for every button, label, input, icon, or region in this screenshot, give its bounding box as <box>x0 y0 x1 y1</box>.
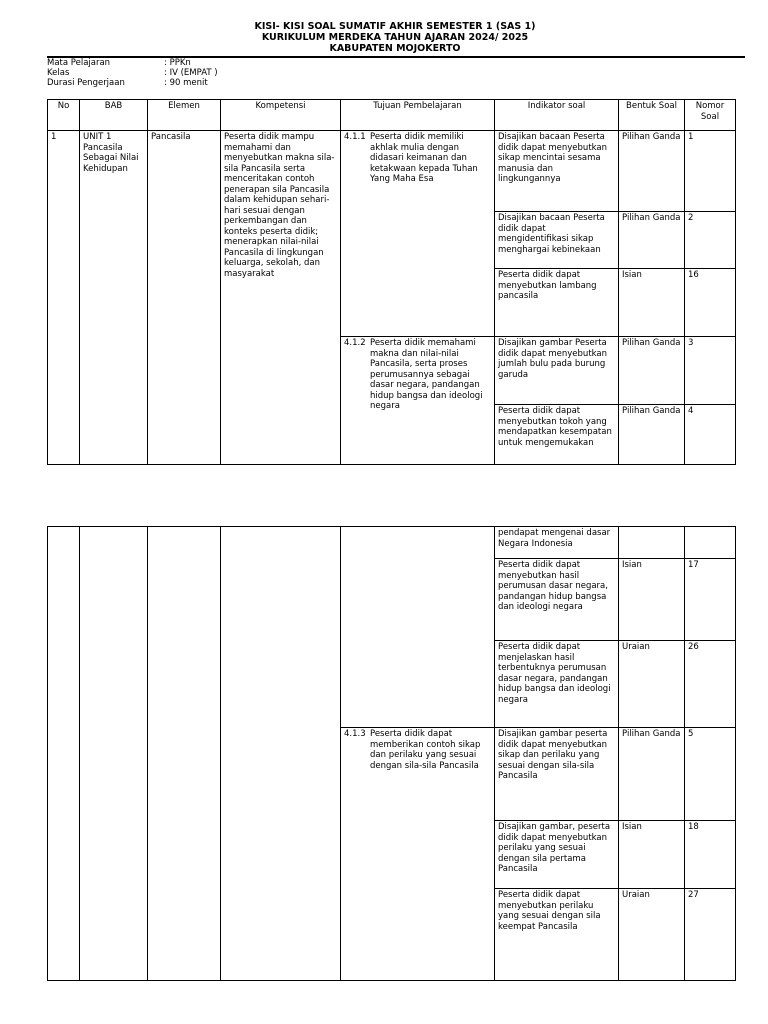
cell-nomor: 16 <box>685 269 736 337</box>
cell-nomor: 18 <box>685 821 736 889</box>
table-row <box>48 131 736 212</box>
cell-bentuk: Pilihan Ganda <box>619 337 685 405</box>
title-line-3: KABUPATEN MOJOKERTO <box>329 43 461 54</box>
cell-bentuk: Pilihan Ganda <box>619 728 685 821</box>
cell-indikator: Peserta didik dapat menyebutkan perilaku yang sesuai dengan sila keempat Pancasila <box>495 889 619 981</box>
cell-indikator: Disajikan gambar, peserta didik dapat menyebutkan perilaku yang sesuai dengan sila pertama Pancasila <box>495 821 619 889</box>
meta-value: : IV (EMPAT ) <box>164 68 218 78</box>
meta-label: Kelas <box>47 68 70 78</box>
cell-elemen <box>148 527 221 981</box>
cell-nomor: 1 <box>685 131 736 212</box>
meta-row-duration <box>47 78 218 88</box>
cell-indikator: pendapat mengenai dasar Negara Indonesia <box>495 527 619 559</box>
col-header-kompetensi: Kompetensi <box>221 100 341 131</box>
kisi-table-page-1 <box>47 99 736 465</box>
cell-no: 1 <box>48 131 80 465</box>
tp-text: Peserta didik memahami makna dan nilai-nilai Pancasila, serta proses perumusannya sebagai dasar negara, pandangan hidup bangsa dan ideologi negara <box>370 338 483 411</box>
cell-indikator: Peserta didik dapat menjelaskan hasil terbentuknya perumusan dasar negara, pandangan hidup bangsa dan ideologi negara <box>495 641 619 728</box>
table-row <box>48 527 736 559</box>
meta-value: : PPKn <box>164 58 191 68</box>
cell-no <box>48 527 80 981</box>
cell-nomor: 4 <box>685 405 736 465</box>
cell-bentuk: Isian <box>619 821 685 889</box>
cell-kompetensi: Peserta didik mampu memahami dan menyebutkan makna sila-sila Pancasila serta menceritakan contoh penerapan sila Pancasila dalam kehidupan sehari-hari sesuai dengan perkembangan dan konteks peserta didik; menerapkan nilai-nilai Pancasila di lingkungan keluarga, sekolah, dan masyarakat <box>221 131 341 465</box>
cell-nomor: 27 <box>685 889 736 981</box>
col-header-bentuk: Bentuk Soal <box>619 100 685 131</box>
meta-label: Durasi Pengerjaan <box>47 78 125 88</box>
cell-indikator: Peserta didik dapat menyebutkan hasil perumusan dasar negara, pandangan hidup bangsa dan ideologi negara <box>495 559 619 641</box>
tp-text: Peserta didik memiliki akhlak mulia dengan didasari keimanan dan ketakwaan kepada Tuhan Yang Maha Esa <box>370 132 478 184</box>
meta-row-class <box>47 68 218 78</box>
col-header-tujuan: Tujuan Pembelajaran <box>341 100 495 131</box>
cell-bab: UNIT 1 Pancasila Sebagai Nilai Kehidupan <box>80 131 148 465</box>
cell-nomor: 26 <box>685 641 736 728</box>
meta-value: : 90 menit <box>164 78 208 88</box>
cell-elemen: Pancasila <box>148 131 221 465</box>
cell-indikator: Peserta didik dapat menyebutkan tokoh yang mendapatkan kesempatan untuk mengemukakan <box>495 405 619 465</box>
tp-number: 4.1.3 <box>344 729 366 739</box>
cell-bentuk: Pilihan Ganda <box>619 131 685 212</box>
cell-bentuk: Uraian <box>619 889 685 981</box>
cell-bentuk: Isian <box>619 559 685 641</box>
tp-number: 4.1.1 <box>344 132 366 142</box>
cell-tujuan <box>341 527 495 728</box>
title-line-2: KURIKULUM MERDEKA TAHUN AJARAN 2024/ 2025 <box>261 32 529 43</box>
cell-bentuk <box>619 527 685 559</box>
kisi-table-page-2 <box>47 526 736 981</box>
col-header-bab: BAB <box>80 100 148 131</box>
cell-indikator: Disajikan gambar peserta didik dapat menyebutkan sikap dan perilaku yang sesuai dengan sila-sila Pancasila <box>495 728 619 821</box>
cell-bentuk: Uraian <box>619 641 685 728</box>
meta-info <box>47 58 218 88</box>
cell-nomor: 2 <box>685 212 736 269</box>
tp-number: 4.1.2 <box>344 338 366 348</box>
col-header-indikator: Indikator soal <box>495 100 619 131</box>
meta-row-subject <box>47 58 218 68</box>
cell-indikator: Disajikan bacaan Peserta didik dapat mengidentifikasi sikap menghargai kebinekaan <box>495 212 619 269</box>
cell-nomor: 3 <box>685 337 736 405</box>
cell-nomor: 5 <box>685 728 736 821</box>
table-header-row <box>48 100 736 131</box>
cell-kompetensi <box>221 527 341 981</box>
tp-text: Peserta didik dapat memberikan contoh sikap dan perilaku yang sesuai dengan sila-sila Pancasila <box>370 729 481 771</box>
meta-label: Mata Pelajaran <box>47 58 111 68</box>
title-line-1: KISI- KISI SOAL SUMATIF AKHIR SEMESTER 1 (SAS 1) <box>254 21 536 32</box>
cell-bentuk: Pilihan Ganda <box>619 405 685 465</box>
cell-indikator: Peserta didik dapat menyebutkan lambang pancasila <box>495 269 619 337</box>
cell-tujuan <box>341 728 495 981</box>
cell-bentuk: Isian <box>619 269 685 337</box>
cell-tujuan <box>341 131 495 337</box>
cell-tujuan <box>341 337 495 465</box>
cell-bentuk: Pilihan Ganda <box>619 212 685 269</box>
cell-nomor: 17 <box>685 559 736 641</box>
col-header-no: No <box>48 100 80 131</box>
col-header-elemen: Elemen <box>148 100 221 131</box>
cell-nomor <box>685 527 736 559</box>
col-header-nomor: Nomor Soal <box>685 100 736 131</box>
cell-indikator: Disajikan bacaan Peserta didik dapat menyebutkan sikap mencintai sesama manusia dan lingkungannya <box>495 131 619 212</box>
cell-bab <box>80 527 148 981</box>
cell-indikator: Disajikan gambar Peserta didik dapat menyebutkan jumlah bulu pada burung garuda <box>495 337 619 405</box>
document-title <box>0 21 768 54</box>
